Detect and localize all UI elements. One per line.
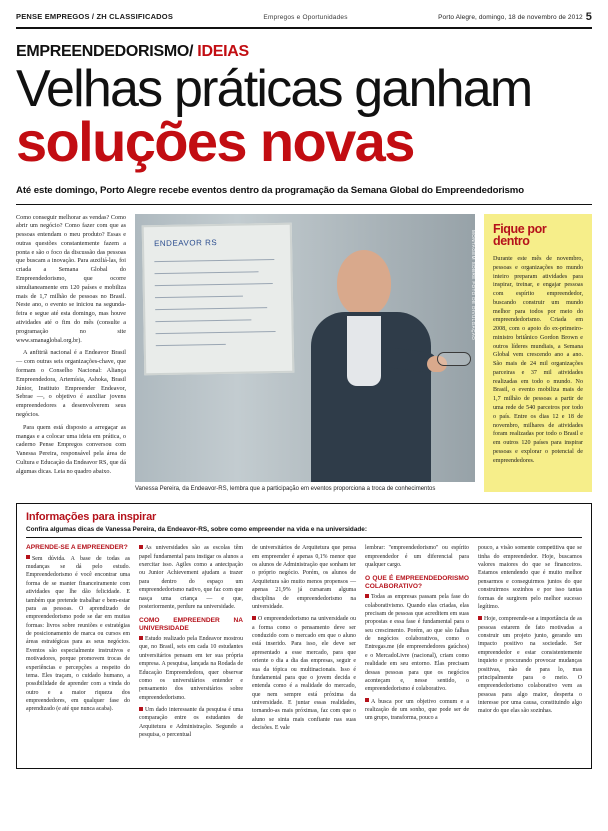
- masthead-section: PENSE EMPREGOS / ZH CLASSIFICADOS: [16, 12, 174, 21]
- whiteboard: [142, 222, 295, 375]
- tips-column-5: [478, 544, 582, 743]
- tips-item: [139, 544, 243, 611]
- bullet-icon: [139, 707, 143, 711]
- bullet-icon: [252, 616, 256, 620]
- tips-item-text: O empreendedorismo na universidade ou a forma como o pensamento deve ser conduzido com o mercado em que o aluno está inserido. Para isso, ele deve ser apresentado a esse mercado, para que oriente o dia a dia das empresas, seguir e sua da tópica ou multinacionais. Isso é fundamental para que o jovem decida e entenda como é a realidade do mercado, que nem sempre está próxima da universidade. E juntar essas realidades, tornando-as mais próximas, faz com que o aluno se sinta mais confiante nas suas decisões. E vale: [252, 616, 356, 732]
- fique-box-title: Fique por dentro: [493, 221, 547, 249]
- tips-paragraph: lembrar: "empreendedorismo" ou espírito empreendedor é um diferencial para qualquer cargo.: [365, 545, 469, 569]
- intro-column: [16, 214, 126, 494]
- bullet-icon: [478, 616, 482, 620]
- intro-paragraph-3: Para quem está disposto a arregaçar as mangas e a colocar uma ideia em prática, o caderno Pense Empregos conversou com Vanessa Pereira, responsável pela área de Cultura e Educação da Endeavor RS, que dá algumas dicas. Leia no quadro abaixo.: [16, 423, 126, 475]
- bullet-icon: [26, 555, 30, 559]
- masthead-center-label: Empregos e Oportunidades: [263, 14, 348, 21]
- eyeglasses: [437, 352, 471, 366]
- tips-columns: [26, 544, 582, 743]
- tips-column-2-heading: COMO EMPREENDER NA UNIVERSIDADE: [139, 617, 243, 632]
- photo-subject: [285, 229, 476, 482]
- tips-column-4-heading: O QUE É EMPREENDEDORISMO COLABORATIVO?: [365, 575, 469, 590]
- article-body: [16, 214, 592, 494]
- sidebar-column: [484, 214, 592, 494]
- tips-item-text: Hoje, compreende-se a importância de as pessoas estarem de fato motivadas a construir um projeto junto, gerando um impacto positivo na sociedade. Ser empreendedor e estar consistentemente inquieto e procurando provocar mudanças positivas, não de para lo, mas principalmente para o meio. O empreendedorismo colaborativo vem as pessoas para algo maior, desperta o interesse por uma causa, constituindo algo maior do que elas são sozinhas.: [478, 616, 582, 715]
- bullet-icon: [139, 545, 143, 549]
- standfirst: Até este domingo, Porto Alegre recebe eventos dentro da programação da Semana Global do Empreendedorismo: [16, 185, 592, 205]
- tips-item-text: As universidades são as escolas têm papel fundamental para instigar os alunos a exercitar isso. Agiles como a antecipação ou Junior Achievement ajudam a trazer para dentro do espaço um empreendedorismo nativo, que faz com que nasça uma criança — e que, posteriormente, perdure na universidade.: [139, 545, 243, 610]
- section-kicker: [16, 43, 592, 61]
- masthead: [16, 0, 592, 29]
- tips-panel-title: Informações para inspirar: [26, 511, 157, 524]
- tips-item: [26, 555, 130, 714]
- tips-panel: [16, 503, 592, 769]
- bullet-icon: [139, 636, 143, 640]
- photo-wrap: [135, 214, 475, 482]
- intro-paragraph-1: Como conseguir melhorar as vendas? Como abrir um negócio? Como fazer com que as pessoas entendam o meu produto? Essas e outras questões constantemente fazem a ponta e são o foco da discussão das pessoas que buscam a inovação. Para auxiliá-las, foi criada a Semana Global do Empreendedorismo, que ocorre simultaneamente em 120 países e mobiliza mais de 1,7 milhão de pessoas no Brasil. Neste ano, o evento se iniciou na segunda-feira e segue até esta domingo, mas houve atividades até o fim do mês (consulte a programação no site www.smanaglobal.org.br).: [16, 213, 126, 344]
- tips-item: [478, 615, 582, 716]
- tips-item-text: Estudo realizado pela Endeavor mostrou que, no Brasil, seis em cada 10 estudantes universitários pensam em ter sua própria empresa. A pesquisa, lançada na Rodada de Educação Empreendedora, quer observar como os universitários entender e pensamento dos universitários sobre empreendedorismo.: [139, 636, 243, 701]
- bullet-icon: [365, 698, 369, 702]
- article-photo: [135, 214, 475, 482]
- tips-column-2: [139, 544, 243, 743]
- masthead-date: [438, 10, 592, 22]
- tips-item: [365, 593, 469, 694]
- tips-item-text: Todas as empresas passam pela fase do colaborativismo. Quando elas criadas, elas precisam de pessoas que acreditem em suas propostas e essa fase é fundamental para o seu crescimento. Porém, ao que são falhas de negócios colaborativos, como o Entregas.me (de empreendedores gaúchos) e o MercadoLivre (nacional), criam como realidade em seu entorno. Elas precisam dessas pessoas para que os negócios aconteçam e, nesse sentido, o empreendedorismo é colaborativo.: [365, 594, 469, 693]
- kicker-secondary: IDEIAS: [193, 43, 249, 60]
- tips-item: [365, 698, 469, 723]
- bullet-icon: [365, 594, 369, 598]
- photo-column: [135, 214, 475, 494]
- tips-column-1: [26, 544, 130, 743]
- tips-item-text: Um dado interessante da pesquisa é uma comparação entre os estudantes de Arquitetura e Administração. Segundo a pesquisa, o percentual: [139, 707, 243, 739]
- headline-line-2: soluções novas: [16, 109, 414, 173]
- fique-por-dentro-box: [484, 214, 592, 492]
- kicker-primary: EMPREENDEDORISMO/: [16, 43, 194, 60]
- headline-line-1: Velhas práticas ganham: [16, 60, 532, 118]
- tips-item-text: A busca por um objetivo comum e a realização de um sonho, que pode ser de um grupo, transforma, pouco a: [365, 698, 469, 722]
- photo-credit: MONTAGEM SOBRE FOTO DE DIVULGAÇÃO: [471, 229, 476, 340]
- tips-panel-subtitle: Confira algumas dicas de Vanessa Pereira, da Endeavor-RS, sobre como empreender na vida e na universidade:: [26, 526, 582, 538]
- masthead-date-text: Porto Alegre, domingo, 18 de novembro de 2012: [438, 14, 583, 21]
- fique-box-text: Durante este mês de novembro, pessoas e organizações no mundo inteiro preparam atividades para inspirar, treinar, e engajar pessoas com espírito empreendedor, buscando construir um mundo melhor para todos por meio do empreendedorismo. Criada em 2008, com o apoio do ex-primeiro-ministro britânico Gordon Brown e outros líderes mundiais, a Semana Global vem crescendo ano a ano. São mais de 24 mil organizações parceiras e 37 mil atividades realizadas em todo o mundo. No Brasil, o evento mobiliza mais de 1,7 milhão de pessoas a partir de uma rede de 540 parceiros por todo o país. Entre os dias 12 e 18 de novembro, milhares de atividades foram realizadas por todo o Brasil e em outros 120 países para inspirar pessoas e explorar o potencial de empreendedores.: [493, 256, 583, 464]
- headline: [16, 60, 592, 173]
- tips-item: [139, 635, 243, 702]
- tips-item-text: Sem dúvida. A base de todas as mudanças se dá pelo estudo. Empreendedorismo é você encontrar uma forma de se manter financeiramente com atividades que lhe dão felicidade. E também que pretende trabalhar e bem-estar para as pessoas. O aprendizado de empreendedorismo pode se dar em muitas formas: livros sobre reuniões e estratégias de posicionamento de marca ou cursos em áreas estratégicas para as seus negócios. Eventos são especialmente instrutivos e motivadores, porque promovem trocas de experiências e percepções a respeito do tema. Eles traçam, o cuidado humano, a possibilidade de aprender com a vinda do outro e a maior riqueza dos empreendedores, em qualquer fase do aprendizado (e até que nunca acaba).: [26, 555, 130, 713]
- tips-paragraph: pouco, a visão somente competitiva que se tinha do empreendedor. Hoje, buscamos valores maiores do que se financeiros. Estamos entendendo que é muito melhor pensarmos e conseguirmos juntos do que construirmos sozinhos e por isso tantas formas de surgirem pelo melhor sucesso legítimo.: [478, 545, 582, 610]
- tips-paragraph: de universitários de Arquitetura que pensa em empreender é apenas 0,1% menor que os alunos de Administração que sonham ter o próprio negócio. Porém, os alunos de Arquitetura são muito menos propensos — apenas 21,9% já cursaram alguma disciplina de empreendedorismo na universidade.: [252, 545, 356, 610]
- tips-item: [139, 706, 243, 740]
- tips-column-3: [252, 544, 356, 743]
- page-number: 5: [585, 11, 592, 23]
- tips-item: [252, 615, 356, 732]
- tips-column-4: [365, 544, 469, 743]
- intro-paragraph-2: A anfitriã nacional é a Endeavor Brasil — com outras seis organizações-chave, que formam o Conselho Nacional: Aliança Empreendedora, Artemísia, Ashoka, Brasil Júnior, Instituto Empreender Endeavor, Sebrae —, o objetivo é auxiliar jovens empreendedores a desenvolverem seus negócios.: [16, 349, 126, 419]
- photo-caption: Vanessa Pereira, da Endeavor-RS, lembra que a participação em eventos proporciona a troca de conhecimentos: [135, 485, 436, 492]
- tips-column-1-heading: APRENDE-SE A EMPREENDER?: [26, 544, 128, 552]
- whiteboard-text: ENDEAVOR RS: [153, 237, 218, 248]
